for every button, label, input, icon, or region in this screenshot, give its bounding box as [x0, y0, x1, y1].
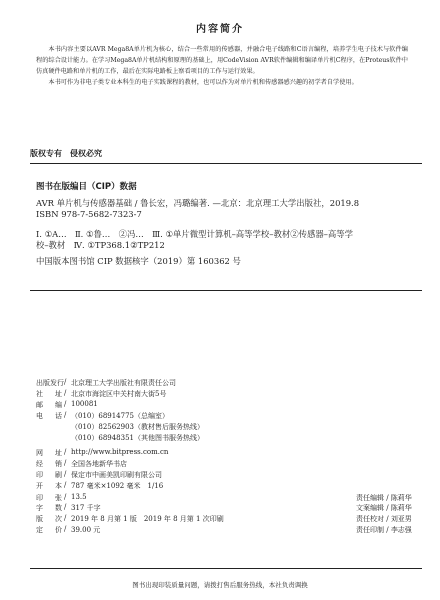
publication-value: 787 毫米×1092 毫米 1/16: [71, 482, 164, 490]
credit-name: 陈莉华: [390, 504, 412, 512]
separator: /: [64, 481, 67, 489]
publication-value: 39.00 元: [71, 526, 101, 534]
separator: /: [384, 515, 391, 523]
publication-value: http://www.bitpress.com.cn: [71, 448, 169, 456]
publication-row: [36, 378, 426, 388]
separator: /: [64, 514, 67, 522]
cip-line: 校–教材 Ⅳ. ①TP368.1②TP212: [36, 239, 165, 250]
cip-line: ISBN 978-7-5682-7323-7: [36, 208, 142, 219]
publication-label: 邮 编: [36, 401, 62, 409]
credit-role: 责任编辑: [356, 494, 384, 502]
publication-row: [36, 459, 426, 469]
publication-label: 电 话: [36, 412, 62, 420]
separator: /: [64, 503, 67, 511]
separator: /: [64, 493, 67, 501]
separator: /: [64, 400, 67, 408]
publication-value: 2019 年 8 月第 1 版 2019 年 8 月第 1 次印刷: [71, 515, 224, 523]
cip-record: [36, 198, 416, 267]
publication-row: [36, 481, 426, 491]
publication-value: 100081: [71, 400, 98, 408]
publication-row: [36, 389, 426, 399]
publication-label: 经 销: [36, 460, 62, 468]
cip-footnote: 中国版本图书馆 CIP 数据核字（2019）第 160362 号: [36, 256, 241, 266]
publication-row: [36, 422, 426, 432]
intro-paragraph: 本书可作为非电子类专业本科生的电子实践课程的教材，也可以作为对单片机和传感器感兴趣的初学者自学使用。: [48, 79, 358, 86]
separator: /: [64, 448, 67, 456]
credit-role: 文案编辑: [356, 504, 384, 512]
publication-value: 北京理工大学出版社有限责任公司: [71, 379, 176, 387]
cip-line: AVR 单片机与传感器基础 / 鲁长宏，冯璐编著. —北京：北京理工大学出版社，2019.8: [36, 198, 360, 208]
quality-notice: 图书出现印装质量问题，请拨打售后服务热线，本社负责调换: [132, 581, 308, 589]
publication-value: （010）68948351（其他图书服务热线）: [71, 434, 204, 442]
divider: [30, 163, 422, 164]
publication-label: 网 址: [36, 449, 62, 457]
cip-line: Ⅰ. ①A… Ⅱ. ①鲁… ②冯… Ⅲ. ①单片微型计算机–高等学校–教材②传感器–高等学: [36, 229, 354, 239]
cip-heading: 图书在版编目（CIP）数据: [36, 182, 137, 192]
separator: /: [64, 378, 67, 386]
editor-credit: [356, 525, 412, 535]
publication-value: 全国各地新华书店: [71, 460, 127, 468]
intro-section: [36, 44, 408, 88]
publication-label: 字 数: [36, 504, 62, 512]
publication-value: 北京市海淀区中关村南大街5号: [71, 390, 167, 398]
publication-row: [36, 448, 426, 458]
publication-label: 印 刷: [36, 471, 62, 479]
intro-paragraph: 本书内容主要以AVR Mega8A单片机为核心，结合一些常用的传感器，并融合电子线路和C语言编程，培养学生电子技术与软件编程的综合设计能力。在学习Mega8A单片机结构和原理的基础上，用CodeVision AVR软件编辑和编译单片机C程序，在Proteus软件中仿真硬件电路和单片机的工作，最后在实际电路板上察看项目的工作与运行效果。: [36, 46, 408, 75]
divider: [30, 568, 422, 569]
publication-row: [36, 433, 426, 443]
publication-value: （010）68914775（总编室）: [71, 412, 169, 420]
copyright-notice: 版权专有 侵权必究: [30, 149, 102, 158]
publication-row: [36, 470, 426, 480]
divider: [30, 290, 422, 291]
publication-value: 保定市中画美凯印刷有限公司: [71, 471, 162, 479]
publication-info: [36, 378, 426, 548]
publication-label: 印 张: [36, 494, 62, 502]
publication-label: 定 价: [36, 526, 62, 534]
page-title: 内容简介: [196, 24, 244, 35]
credit-role: 责任校对: [356, 515, 384, 523]
editor-credit: [356, 514, 412, 524]
publication-row: [36, 411, 426, 421]
credit-name: 李志强: [390, 526, 412, 534]
publication-label: 社 址: [36, 390, 62, 398]
editor-credit: [356, 493, 412, 503]
publication-value: （010）82562903（教材售后服务热线）: [71, 423, 204, 431]
separator: /: [384, 504, 391, 512]
publication-value: 13.5: [71, 493, 87, 501]
editor-credit: [356, 503, 412, 513]
separator: /: [64, 389, 67, 397]
publication-label: 版 次: [36, 515, 62, 523]
separator: /: [64, 411, 67, 419]
separator: /: [384, 494, 391, 502]
credit-name: 陈莉华: [390, 494, 412, 502]
credit-role: 责任印制: [356, 526, 384, 534]
publication-row: [36, 400, 426, 410]
publication-label: 开 本: [36, 482, 62, 490]
separator: /: [64, 525, 67, 533]
separator: /: [64, 470, 67, 478]
separator: /: [384, 526, 391, 534]
separator: /: [64, 459, 67, 467]
publication-value: 317 千字: [71, 504, 101, 512]
credit-name: 刘亚男: [390, 515, 412, 523]
publication-label: 出 版 发 行: [36, 379, 64, 387]
